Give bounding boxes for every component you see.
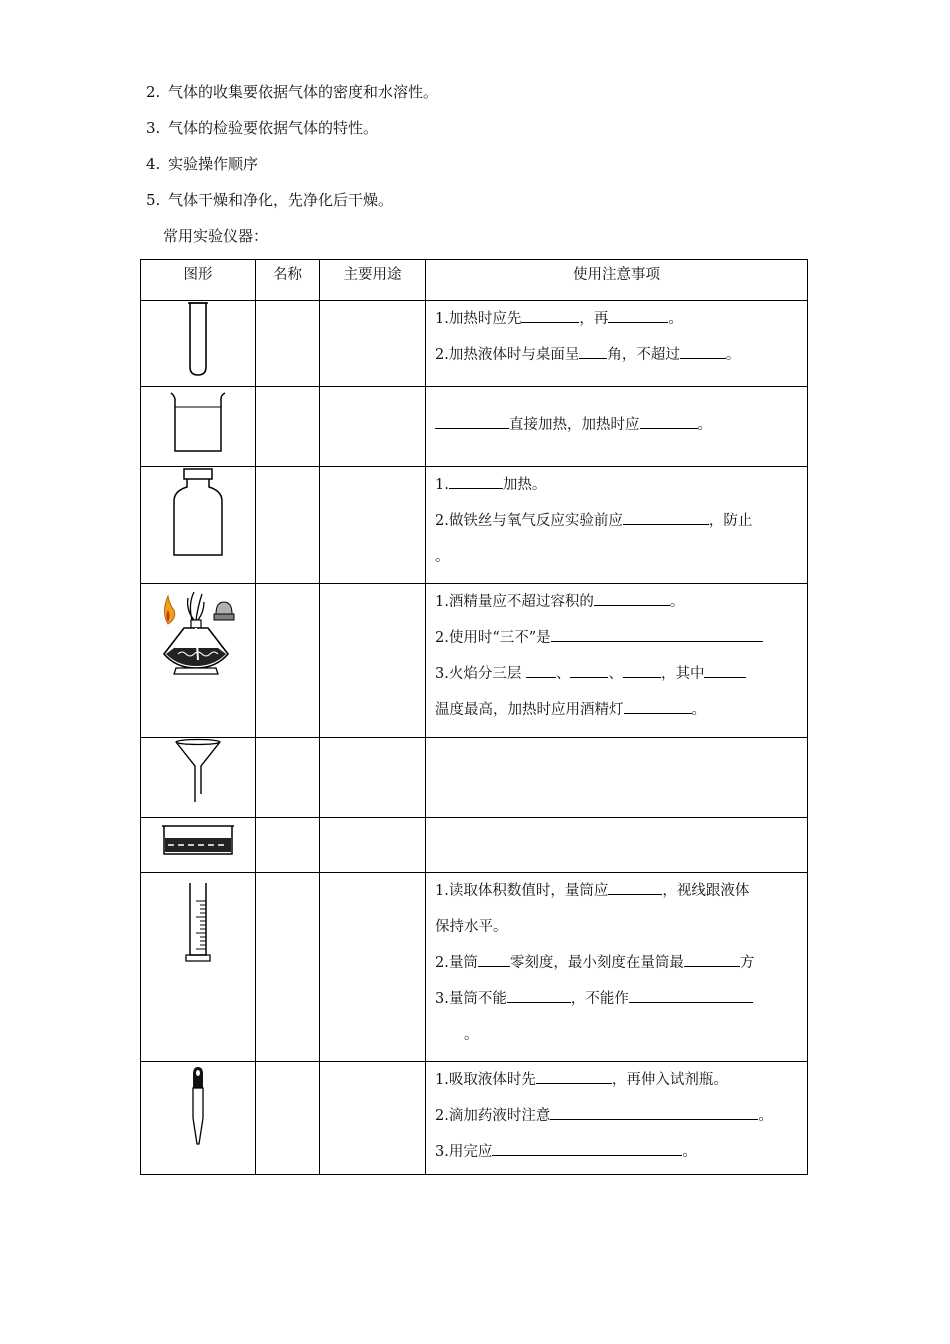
note-text: 。: [668, 311, 683, 327]
fill-blank[interactable]: [570, 661, 608, 678]
notes-cell: [426, 301, 808, 387]
note-line: [435, 543, 807, 579]
note-line: [435, 1102, 807, 1138]
use-cell[interactable]: [320, 1062, 426, 1175]
note-text: 。: [435, 1027, 479, 1043]
note-text: ，视线跟液体: [662, 883, 750, 899]
use-cell[interactable]: [320, 738, 426, 818]
item-text: 实验操作顺序: [168, 155, 259, 173]
funnel-icon: [173, 738, 223, 804]
table-row: [141, 584, 808, 738]
notes-cell: [426, 467, 808, 584]
note-text: 。: [758, 1108, 773, 1124]
note-text: ，再伸入试剂瓶。: [611, 1072, 728, 1088]
note-text: 加热。: [502, 477, 547, 493]
note-text: 2.加热液体时与桌面呈: [435, 347, 580, 363]
note-text: 。: [725, 347, 741, 363]
fill-blank[interactable]: [507, 986, 571, 1003]
fill-blank[interactable]: [492, 1139, 682, 1156]
note-text: 保持水平。: [435, 919, 508, 935]
alcohol-lamp-icon: [158, 584, 238, 680]
note-text: 2.使用时“三不”是: [435, 630, 551, 646]
note-text: 。: [691, 702, 706, 718]
note-text: 温度最高，加热时应用酒精灯: [435, 702, 624, 718]
fill-blank[interactable]: [684, 950, 740, 967]
note-text: 。: [682, 1144, 697, 1160]
note-line: [435, 913, 807, 949]
figure-cell: [141, 738, 256, 818]
note-line: [435, 624, 807, 660]
note-text: 角，不超过: [607, 347, 680, 363]
figure-cell: [141, 873, 256, 1062]
use-cell[interactable]: [320, 873, 426, 1062]
item-number: 3.: [146, 119, 161, 137]
note-text: 。: [669, 594, 685, 610]
notes-cell[interactable]: [426, 818, 808, 873]
note-line: [435, 949, 807, 985]
note-line: [435, 1066, 807, 1102]
fill-blank[interactable]: [629, 986, 753, 1003]
figure-cell: [141, 387, 256, 467]
use-cell[interactable]: [320, 387, 426, 467]
header-notes: 使用注意事项: [426, 260, 808, 301]
figure-cell: [141, 467, 256, 584]
figure-cell: [141, 1062, 256, 1175]
table-caption: 常用实验仪器：: [163, 227, 269, 245]
table-row: [141, 301, 808, 387]
fill-blank[interactable]: [640, 412, 698, 429]
item-text: 气体的检验要依据气体的特性。: [168, 119, 379, 137]
use-cell[interactable]: [320, 818, 426, 873]
notes-cell[interactable]: [426, 738, 808, 818]
beaker-icon: [167, 387, 229, 453]
fill-blank[interactable]: [478, 950, 510, 967]
fill-blank[interactable]: [435, 412, 509, 429]
note-text: 3.量筒不能: [435, 991, 507, 1007]
figure-cell: [141, 584, 256, 738]
notes-cell: [426, 387, 808, 467]
note-line: [435, 341, 807, 377]
dropper-icon: [186, 1066, 210, 1146]
note-text: 、: [555, 666, 571, 682]
fill-blank[interactable]: [704, 661, 746, 678]
fill-blank[interactable]: [526, 661, 556, 678]
note-text: 1.读取体积数值时，量筒应: [435, 883, 609, 899]
table-row: [141, 873, 808, 1062]
table-row: [141, 818, 808, 873]
note-text: 1.酒精量应不超过容积的: [435, 594, 594, 610]
note-line: [435, 507, 807, 543]
note-text: 、: [608, 666, 623, 682]
name-cell[interactable]: [256, 584, 320, 738]
fill-blank[interactable]: [608, 878, 662, 895]
fill-blank[interactable]: [579, 342, 607, 359]
note-text: 1.吸取液体时先: [435, 1072, 536, 1088]
note-text: ，再: [579, 311, 609, 327]
use-cell[interactable]: [320, 467, 426, 584]
notes-cell: [426, 1062, 808, 1175]
table-row: [141, 1062, 808, 1175]
item-number: 2.: [146, 83, 161, 101]
note-text: ，其中: [660, 666, 705, 682]
water-trough-icon: [160, 818, 236, 856]
note-text: 2.做铁丝与氧气反应实验前应: [435, 513, 623, 529]
table-row: [141, 738, 808, 818]
note-line: [435, 660, 807, 696]
fill-blank[interactable]: [536, 1067, 612, 1084]
fill-blank[interactable]: [623, 661, 661, 678]
header-use: 主要用途: [320, 260, 426, 301]
test-tube-icon: [183, 301, 213, 377]
intro-item: [146, 190, 393, 210]
use-cell[interactable]: [320, 584, 426, 738]
note-line: [435, 411, 807, 447]
name-cell[interactable]: [256, 873, 320, 1062]
header-name: 名称: [256, 260, 320, 301]
note-text: 。: [435, 549, 450, 565]
notes-cell: [426, 873, 808, 1062]
table-row: [141, 467, 808, 584]
fill-blank[interactable]: [551, 625, 763, 642]
note-line: [435, 1138, 807, 1174]
name-cell[interactable]: [256, 1062, 320, 1175]
note-line: [435, 588, 807, 624]
fill-blank[interactable]: [550, 1103, 758, 1120]
fill-blank[interactable]: [449, 472, 503, 489]
note-line: [435, 305, 807, 341]
header-figure: 图形: [141, 260, 256, 301]
fill-blank[interactable]: [594, 589, 670, 606]
figure-cell: [141, 818, 256, 873]
header-row: [141, 260, 808, 301]
item-text: 气体干燥和净化，先净化后干燥。: [168, 191, 394, 209]
item-number: 5.: [146, 191, 161, 209]
note-text: ，防止: [708, 513, 753, 529]
fill-blank[interactable]: [623, 508, 709, 525]
item-text: 气体的收集要依据气体的密度和水溶性。: [168, 83, 439, 101]
name-cell[interactable]: [256, 387, 320, 467]
instrument-table: [140, 259, 808, 1175]
fill-blank[interactable]: [521, 306, 579, 323]
intro-item: [146, 154, 258, 174]
note-line: [435, 985, 807, 1021]
note-text: 2.量筒: [435, 955, 478, 971]
note-text: 直接加热，加热时应: [509, 416, 640, 433]
note-line: [435, 696, 807, 732]
note-text: 1.: [435, 477, 449, 493]
note-text: ，不能作: [570, 991, 629, 1007]
note-text: 零刻度，最小刻度在量筒最: [509, 955, 684, 971]
table-row: [141, 387, 808, 467]
figure-cell: [141, 301, 256, 387]
note-line: [435, 877, 807, 913]
item-number: 4.: [146, 155, 161, 173]
gas-jar-icon: [168, 467, 228, 557]
name-cell[interactable]: [256, 738, 320, 818]
intro-item: [146, 82, 438, 102]
note-text: 。: [697, 416, 712, 433]
name-cell[interactable]: [256, 467, 320, 584]
fill-blank[interactable]: [680, 342, 726, 359]
note-text: 3.用完应: [435, 1144, 493, 1160]
graduated-cylinder-icon: [178, 881, 218, 963]
note-line: [435, 471, 807, 507]
note-line: [435, 1021, 807, 1057]
note-text: 2.滴加药液时注意: [435, 1108, 551, 1124]
name-cell[interactable]: [256, 301, 320, 387]
note-text: 3.火焰分三层: [435, 666, 526, 682]
fill-blank[interactable]: [624, 697, 692, 714]
fill-blank[interactable]: [608, 306, 668, 323]
note-text: 方: [739, 955, 755, 971]
note-text: 1.加热时应先: [435, 311, 522, 327]
name-cell[interactable]: [256, 818, 320, 873]
use-cell[interactable]: [320, 301, 426, 387]
intro-item: [146, 118, 378, 138]
notes-cell: [426, 584, 808, 738]
